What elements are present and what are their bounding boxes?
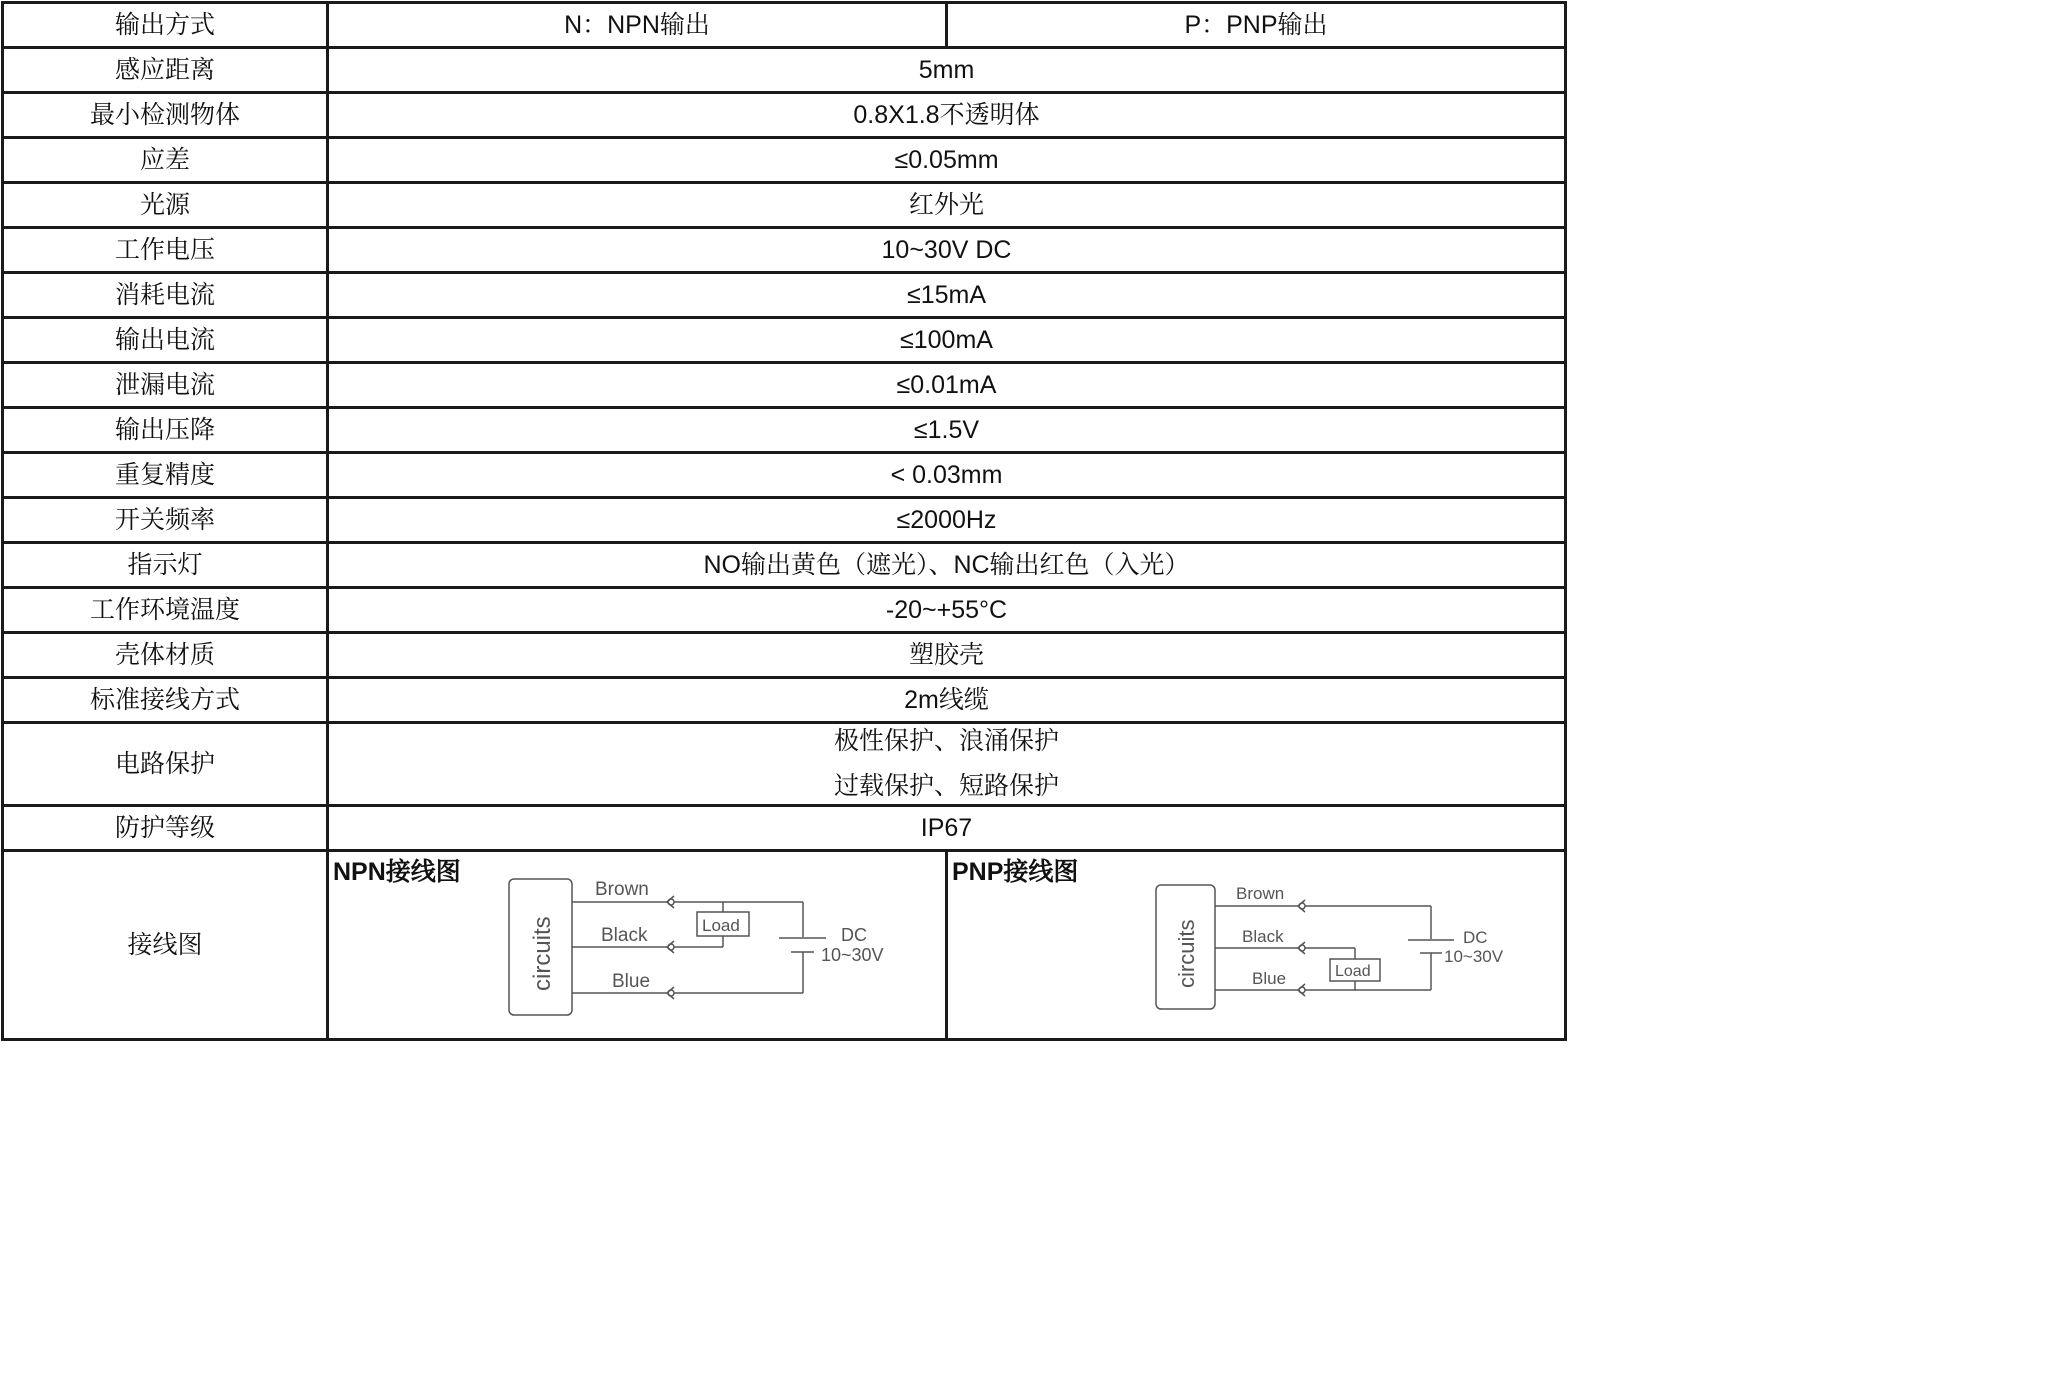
pnp-output-header: P：PNP输出: [947, 3, 1566, 48]
npn-blue-text: Blue: [612, 971, 651, 992]
spec-row: [3, 363, 1566, 408]
spec-value: ≤2000Hz: [328, 498, 1566, 543]
pnp-voltage-text: 10~30V: [1444, 947, 1504, 966]
spec-value: < 0.03mm: [328, 453, 1566, 498]
spec-row: [3, 93, 1566, 138]
circuit-protection-row: [3, 723, 1566, 806]
pnp-black-node: [1299, 945, 1305, 951]
npn-wiring-cell: [328, 851, 947, 1040]
spec-value: NO输出黄色（遮光）、NC输出红色（入光）: [328, 543, 1566, 588]
spec-value: ≤0.05mm: [328, 138, 1566, 183]
spec-value: 0.8X1.8不透明体: [328, 93, 1566, 138]
npn-black-node: [668, 944, 674, 950]
npn-output-header: N：NPN输出: [328, 3, 947, 48]
spec-label: 泄漏电流: [3, 363, 328, 408]
output-mode-label: 输出方式: [3, 3, 328, 48]
spec-label: 工作电压: [3, 228, 328, 273]
spec-label: 开关频率: [3, 498, 328, 543]
spec-row: [3, 543, 1566, 588]
spec-row: [3, 183, 1566, 228]
spec-label: 输出压降: [3, 408, 328, 453]
ip-rating-label: 防护等级: [3, 806, 328, 851]
pnp-wiring-cell: [947, 851, 1566, 1040]
spec-value: ≤100mA: [328, 318, 1566, 363]
spec-value: -20~+55°C: [328, 588, 1566, 633]
pnp-circuits-text: circuits: [1174, 919, 1199, 988]
spec-value: 10~30V DC: [328, 228, 1566, 273]
spec-table: [1, 1, 1567, 1041]
spec-value: ≤15mA: [328, 273, 1566, 318]
pnp-blue-text: Blue: [1252, 969, 1287, 988]
spec-row: [3, 408, 1566, 453]
spec-row: [3, 318, 1566, 363]
npn-wiring-title: NPN接线图: [333, 858, 461, 886]
pnp-blue-node: [1299, 987, 1305, 993]
pnp-wiring-diagram: [948, 852, 1564, 1038]
spec-row: [3, 633, 1566, 678]
npn-black-text: Black: [601, 925, 648, 946]
spec-label: 输出电流: [3, 318, 328, 363]
output-mode-row: [3, 3, 1566, 48]
npn-brown-text: Brown: [595, 879, 649, 900]
pnp-brown-text: Brown: [1236, 884, 1285, 903]
circuit-protection-value: [328, 723, 1566, 806]
spec-label: 标准接线方式: [3, 678, 328, 723]
spec-label: 光源: [3, 183, 328, 228]
npn-load-text: Load: [702, 916, 740, 935]
spec-label: 应差: [3, 138, 328, 183]
pnp-brown-node: [1299, 903, 1305, 909]
spec-label: 感应距离: [3, 48, 328, 93]
spec-row: [3, 498, 1566, 543]
circuit-protection-line-2: 过载保护、短路保护: [833, 772, 1059, 800]
spec-label: 工作环境温度: [3, 588, 328, 633]
npn-blue-node: [668, 990, 674, 996]
spec-row: [3, 228, 1566, 273]
circuit-protection-line-1: 极性保护、浪涌保护: [833, 727, 1059, 755]
npn-circuits-text: circuits: [529, 916, 556, 991]
pnp-black-text: Black: [1242, 927, 1284, 946]
spec-row: [3, 273, 1566, 318]
npn-voltage-text: 10~30V: [821, 945, 884, 965]
spec-value: 2m线缆: [328, 678, 1566, 723]
spec-row: [3, 48, 1566, 93]
circuit-protection-lines: [329, 729, 1564, 799]
circuit-protection-label: 电路保护: [3, 723, 328, 806]
npn-wiring-svg: [329, 852, 947, 1038]
spec-row: [3, 678, 1566, 723]
spec-label: 最小检测物体: [3, 93, 328, 138]
npn-dc-text: DC: [841, 925, 867, 945]
wiring-row: [3, 851, 1566, 1040]
pnp-wiring-title: PNP接线图: [952, 858, 1079, 886]
spec-label: 指示灯: [3, 543, 328, 588]
spec-value: ≤0.01mA: [328, 363, 1566, 408]
pnp-dc-text: DC: [1463, 928, 1488, 947]
npn-brown-node: [668, 899, 674, 905]
spec-value: ≤1.5V: [328, 408, 1566, 453]
spec-label: 消耗电流: [3, 273, 328, 318]
spec-value: 5mm: [328, 48, 1566, 93]
ip-rating-row: [3, 806, 1566, 851]
spec-row: [3, 138, 1566, 183]
npn-wiring-diagram: [329, 852, 945, 1038]
spec-value: 塑胶壳: [328, 633, 1566, 678]
spec-row: [3, 588, 1566, 633]
spec-label: 重复精度: [3, 453, 328, 498]
spec-label: 壳体材质: [3, 633, 328, 678]
pnp-wiring-svg: [948, 852, 1566, 1038]
ip-rating-value: IP67: [328, 806, 1566, 851]
wiring-label: 接线图: [3, 851, 328, 1040]
spec-value: 红外光: [328, 183, 1566, 228]
pnp-load-text: Load: [1335, 963, 1371, 980]
spec-row: [3, 453, 1566, 498]
